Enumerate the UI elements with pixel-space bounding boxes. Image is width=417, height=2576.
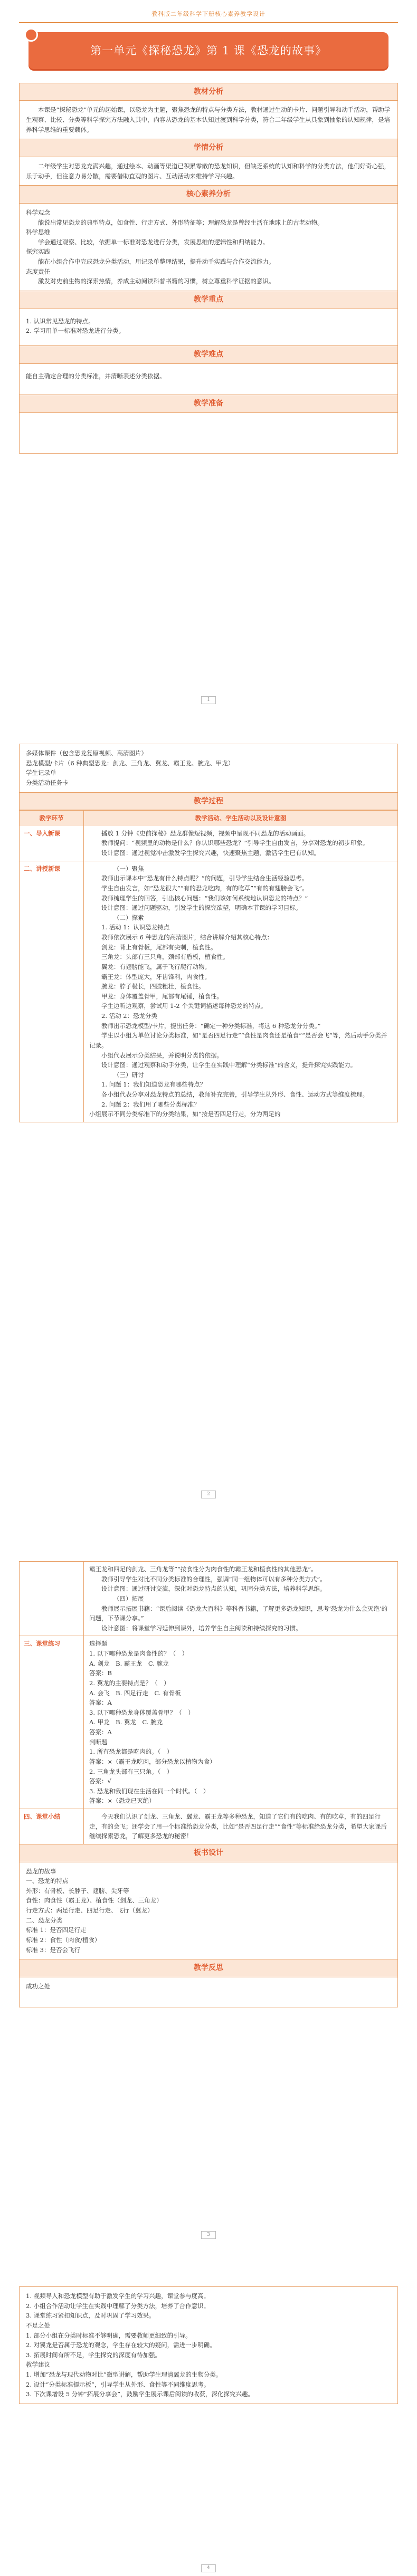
process-line: 教师梳理学生的回答，引出核心问题：“我们该如何系统地认识恐龙的特点？” bbox=[101, 894, 308, 902]
literacy-line: 能说出常见恐龙的典型特点，如食性、行走方式、外形特征等；理解恐龙是曾经生活在地球上的古老动物。 bbox=[38, 218, 324, 226]
process-stage: 四、课堂小结 bbox=[20, 1809, 84, 1844]
page-3 bbox=[19, 1561, 398, 2007]
process-line: （三）研讨 bbox=[113, 1071, 144, 1079]
process-activity bbox=[84, 1562, 397, 1636]
process-line: A. 甲龙 B. 翼龙 C. 腕龙 bbox=[89, 1718, 163, 1726]
page-number-3: 3 bbox=[201, 2231, 216, 2239]
board-line: 行走方式：两足行走、四足行走、飞行（翼龙） bbox=[26, 1907, 154, 1915]
process-line: A. 会飞 B. 四足行走 C. 有骨板 bbox=[89, 1689, 181, 1697]
process-line: 教师出示恐龙模型/卡片，提出任务：“确定一种分类标准，将这 6 种恐龙分分类。” bbox=[101, 1022, 321, 1030]
literacy-line: 激发对史前生物的探索热情，养成主动阅读科普书籍的习惯，树立尊重科学证据的意识。 bbox=[38, 277, 275, 285]
literacy-line: 探究实践 bbox=[26, 248, 50, 256]
section-body-prep-top bbox=[20, 413, 397, 453]
process-row bbox=[20, 1562, 397, 1636]
reflection-subheading: 成功之处 bbox=[26, 1982, 50, 1990]
lesson-analysis-table bbox=[19, 83, 398, 454]
process-line: 答案：√ bbox=[89, 1777, 111, 1785]
process-stage: 二、讲授新课 bbox=[20, 861, 84, 1122]
board-line: 外形：有骨板、长脖子、翅膀、尖牙等 bbox=[26, 1887, 129, 1895]
key-line: 1. 认识常见恐龙的特点。 bbox=[26, 317, 94, 325]
process-row bbox=[20, 1809, 397, 1844]
process-activity bbox=[84, 861, 397, 1122]
process-header-stage: 教学环节 bbox=[20, 811, 84, 826]
process-line: 2. 问题 2：我们用了哪些分类标准？ bbox=[101, 1100, 200, 1108]
process-line: 答案：A bbox=[89, 1699, 112, 1707]
learner-text: 二年级学生对恐龙充满兴趣，通过绘本、动画等渠道已积累零散的恐龙知识，但缺乏系统的认知和科学的分类方法，他们好奇心强，乐于动手，但注意力易分散，需要借助直观的图片、互动活动来维持学习兴趣。 bbox=[26, 162, 390, 180]
process-line: 1. 问题 1：我们知道恐龙有哪些特点？ bbox=[101, 1081, 206, 1089]
page-1 bbox=[19, 0, 398, 454]
process-line: 1. 所有恐龙都是吃肉的。（ ） bbox=[89, 1748, 173, 1756]
prep-line: 学生记录单 bbox=[26, 769, 56, 777]
page-header: 教科版二年级科学下册核心素养教学设计 bbox=[19, 0, 398, 23]
process-line: 判断题 bbox=[89, 1738, 108, 1746]
section-heading-material: 教材分析 bbox=[20, 83, 397, 101]
reflection-line: 2. 小组合作活动让学生在实践中理解了分类方法，培养了合作意识。 bbox=[26, 2302, 210, 2310]
process-rows bbox=[20, 826, 397, 1122]
section-body-learner bbox=[20, 157, 397, 185]
process-line: 今天我们认识了剑龙、三角龙、翼龙、霸王龙等多种恐龙，知道了它们有的吃肉、有的吃草，有的四足行走，有的会飞；还学会了用一个标准给恐龙分类，比如“是否四足行走”“食性”等标准给恐龙分类，希望大家课后继续探索恐龙，了解更多恐龙的秘密！ bbox=[89, 1813, 387, 1840]
process-line: 教师依次展示 6 种恐龙的高清图片，结合讲解介绍其核心特点： bbox=[101, 934, 273, 941]
section-heading-process: 教学过程 bbox=[20, 792, 397, 811]
literacy-line: 科学观念 bbox=[26, 208, 50, 216]
process-row bbox=[20, 826, 397, 861]
process-line: 设计意图：通过问题驱动，引发学生的探究欲望，明确本节课的学习目标。 bbox=[101, 904, 302, 912]
process-line: 教师引导学生对比不同分类标准的合理性，强调“同一组物体可以有多种分类方式”。 bbox=[101, 1575, 326, 1583]
process-line: 甲龙：身体覆盖骨甲，尾部有尾锤，植食性。 bbox=[101, 992, 223, 1000]
page-number-4: 4 bbox=[201, 2564, 216, 2572]
reflection-line: 2. 对翼龙是否属于恐龙的观念，学生存在较大的疑问，需进一步明确。 bbox=[26, 2341, 216, 2349]
process-line: 设计意图：通过视觉冲击激发学生探究兴趣，快速聚焦主题，激活学生已有认知。 bbox=[101, 849, 320, 857]
page-number-1: 1 bbox=[201, 696, 216, 704]
section-heading-prep: 教学准备 bbox=[20, 395, 397, 413]
process-line: 设计意图：通过研讨交流，深化对恐龙特点的认知，巩固分类方法，培养科学思维。 bbox=[101, 1585, 326, 1593]
reflection-continued-table bbox=[19, 2286, 398, 2404]
section-heading-literacy: 核心素养分析 bbox=[20, 185, 397, 204]
board-line: 恐龙的故事 bbox=[26, 1867, 56, 1875]
reflection-line: 2. 设计“分类标准提示板”，引导学生从外形、食性等不同维度思考。 bbox=[26, 2380, 210, 2388]
reflection-line: 3. 下次课增设 5 分钟“拓展分享会”，鼓励学生展示课后阅读的收获，深化探究兴趣。 bbox=[26, 2390, 254, 2398]
process-line: 3. 恐龙和我们现在生活在同一个时代。（ ） bbox=[89, 1787, 210, 1795]
difficulty-text: 能自主确定合理的分类标准，并清晰表述分类依据。 bbox=[26, 372, 166, 380]
process-line: （二）探索 bbox=[113, 914, 144, 921]
process-line: 小组代表展示分类结果，并说明分类的依据。 bbox=[101, 1051, 223, 1059]
section-body-key bbox=[20, 309, 397, 345]
process-line: 霸王龙：体型庞大，牙齿锋利，肉食性。 bbox=[101, 973, 211, 981]
reflection-line: 3. 课堂练习紧扣知识点，及时巩固了学习效果。 bbox=[26, 2312, 155, 2320]
board-line: 食性：肉食性（霸王龙）、植食性（剑龙、三角龙） bbox=[26, 1897, 163, 1905]
process-line: 答案：×（恐龙已灭绝） bbox=[89, 1797, 155, 1805]
process-line: 设计意图：将课堂学习延伸到课外，培养学生自主阅读和持续探究的习惯。 bbox=[101, 1624, 302, 1632]
process-line: 教师展示拓展书籍：“课后阅读《恐龙大百科》等科普书籍，了解更多恐龙知识，思考‘恐龙为什么会灭绝’的问题，下节课分享。” bbox=[89, 1604, 388, 1622]
process-rows bbox=[20, 1562, 397, 1844]
process-activity bbox=[84, 826, 397, 861]
process-line: 小组展示不同分类标准下的分类结果，如“按是否四足行走，分为两足的 bbox=[89, 1110, 281, 1118]
literacy-line: 学会通过观察、比较，依据单一标准对恐龙进行分类，发展思维的逻辑性和归纳能力。 bbox=[38, 238, 269, 246]
process-line: 选择题 bbox=[89, 1640, 108, 1648]
process-line: 答案：B bbox=[89, 1669, 112, 1677]
process-line: 教师出示课本中“恐龙有什么特点呢？”的问题，引导学生结合生活经验思考。 bbox=[101, 874, 308, 882]
page-4 bbox=[19, 2286, 398, 2404]
process-line: 1. 以下哪种恐龙是肉食性的？（ ） bbox=[89, 1650, 188, 1657]
process-line: 2. 三角龙头部有三只角。（ ） bbox=[89, 1767, 173, 1775]
board-line: 二、恐龙分类 bbox=[26, 1916, 62, 1924]
section-heading-difficulty: 教学难点 bbox=[20, 345, 397, 364]
section-body-reflection bbox=[20, 2287, 397, 2404]
reflection-line: 1. 增加“恐龙与现代动物对比”微型讲解，帮助学生理清翼龙的生物分类。 bbox=[26, 2371, 222, 2378]
section-body-difficulty bbox=[20, 364, 397, 395]
process-activity bbox=[84, 1636, 397, 1809]
process-line: 三角龙：头部有三只角，颈部有盾板，植食性。 bbox=[101, 953, 229, 961]
process-line: 各小组代表分享对恐龙特点的总结，教师补充完善，引导学生从外形、食性、运动方式等维度梳理。 bbox=[101, 1091, 368, 1099]
process-line: 1. 活动 1：认识恐龙特点 bbox=[101, 924, 170, 931]
process-line: 剑龙：背上有骨板，尾部有尖刺，植食性。 bbox=[101, 943, 217, 951]
material-text: 本课是“探秘恐龙”单元的起始课，以恐龙为主题，聚焦恐龙的特点与分类方法，教材通过生动的卡片、问题引导和动手活动，帮助学生观察、比较、分类等科学探究方法融入其中，内容从恐龙的基本认知过渡到科学分类，符合二年级学生从具象到抽象的认知规律，是培养科学思维的重要载体。 bbox=[26, 106, 391, 133]
prep-line: 分类活动任务卡 bbox=[26, 778, 69, 786]
process-line: （四）拓展 bbox=[113, 1594, 144, 1602]
banner-dot-icon bbox=[24, 28, 38, 42]
process-line: 播放 1 分钟《史前探秘》恐龙群像短视频，视频中呈现不同恐龙的活动画面。 bbox=[101, 829, 310, 837]
process-activity bbox=[84, 1809, 397, 1844]
section-body-material bbox=[20, 101, 397, 139]
process-line: 2. 活动 2：恐龙分类 bbox=[101, 1012, 158, 1020]
section-body-board bbox=[20, 1862, 397, 1959]
process-line: 翼龙：有翅膀能飞，属于飞行爬行动物。 bbox=[101, 963, 211, 970]
process-row bbox=[20, 1636, 397, 1809]
section-body-prep bbox=[20, 744, 397, 792]
board-line: 标准 2：食性（肉食/植食） bbox=[26, 1936, 101, 1944]
page-2 bbox=[19, 744, 398, 1122]
reflection-line: 1. 部分小组在分类时标准不够明确，需要教师更细致的引导。 bbox=[26, 2331, 192, 2339]
process-header-activity: 教学活动、学生活动以及设计意图 bbox=[84, 811, 397, 826]
process-line: 答案：×（霸王龙吃肉，部分恐龙以植物为食） bbox=[89, 1757, 216, 1765]
process-line: 学生自由发言，如“恐龙很大”“有的恐龙吃肉，有的吃草”“有的有翅膀会飞”。 bbox=[101, 884, 308, 892]
process-line: A. 剑龙 B. 霸王龙 C. 腕龙 bbox=[89, 1659, 169, 1667]
process-line: 腕龙：脖子极长，四肢粗壮，植食性。 bbox=[101, 983, 205, 991]
literacy-line: 科学思维 bbox=[26, 228, 50, 236]
reflection-line: 不足之处 bbox=[26, 2321, 50, 2329]
reflection-line: 教学建议 bbox=[26, 2361, 50, 2369]
prep-and-process-table bbox=[19, 744, 398, 1122]
section-heading-key: 教学重点 bbox=[20, 291, 397, 309]
section-heading-learner: 学情分析 bbox=[20, 139, 397, 157]
process-stage bbox=[20, 1562, 84, 1636]
process-stage: 三、课堂练习 bbox=[20, 1636, 84, 1809]
board-line: 一、恐龙的特点 bbox=[26, 1877, 69, 1885]
reflection-line: 3. 拓展时间有所不足，学生探究的深度有待加强。 bbox=[26, 2351, 162, 2359]
lesson-title-banner bbox=[29, 32, 388, 69]
section-heading-board: 板书设计 bbox=[20, 1844, 397, 1862]
process-line: 设计意图：通过观察和动手分类，让学生在实践中理解“分类标准”的含义，提升探究实践能力。 bbox=[101, 1061, 357, 1069]
prep-line: 多媒体课件（包含恐龙复原视频、高清图片） bbox=[26, 749, 147, 757]
section-body-reflection-top bbox=[20, 1977, 397, 2007]
section-body-literacy bbox=[20, 204, 397, 291]
board-line: 标准 1：是否四足行走 bbox=[26, 1926, 87, 1934]
page-number-2: 2 bbox=[201, 1491, 216, 1498]
reflection-line: 1. 视频导入和恐龙模型有助于激发学生的学习兴趣，课堂参与度高。 bbox=[26, 2292, 210, 2300]
literacy-line: 态度责任 bbox=[26, 267, 50, 275]
literacy-line: 能在小组合作中完成恐龙分类活动，用记录单整理结果，提升动手实践与合作交流能力。 bbox=[38, 258, 275, 266]
process-header-row bbox=[20, 810, 397, 826]
key-line: 2. 学习用单一标准对恐龙进行分类。 bbox=[26, 327, 125, 335]
process-line: 霸王龙和四足的剑龙、三角龙等”“按食性分为肉食性的霸王龙和植食性的其他恐龙”。 bbox=[89, 1565, 317, 1573]
process-line: （一）聚焦 bbox=[113, 864, 144, 872]
process-line: 学生边听边观察，尝试用 1-2 个关键词描述每种恐龙的特点。 bbox=[101, 1002, 267, 1010]
process-stage: 一、导入新课 bbox=[20, 826, 84, 861]
process-row bbox=[20, 861, 397, 1122]
process-line: 教师提问：“视频里的动物是什么？你认识哪些恐龙？”引导学生自由发言，分享对恐龙的初步印象。 bbox=[101, 839, 369, 847]
prep-line: 恐龙模型/卡片（6 种典型恐龙：剑龙、三角龙、翼龙、霸王龙、腕龙、甲龙） bbox=[26, 759, 234, 767]
process-line: 3. 以下哪种恐龙身体覆盖骨甲？（ ） bbox=[89, 1708, 194, 1716]
lesson-title: 第一单元《探秘恐龙》第 1 课《恐龙的故事》 bbox=[90, 44, 327, 57]
process-line: 2. 翼龙的主要特点是？（ ） bbox=[89, 1679, 170, 1687]
process-line: 学生以小组为单位讨论分类标准，如“是否四足行走”“食性是肉食还是植食”“是否会飞”等，然后动手分类并记录。 bbox=[89, 1032, 387, 1049]
process-continued-table bbox=[19, 1561, 398, 2007]
board-line: 标准 3：是否会飞行 bbox=[26, 1946, 80, 1954]
section-heading-reflection: 教学反思 bbox=[20, 1959, 397, 1977]
process-line: 答案：A bbox=[89, 1728, 112, 1736]
